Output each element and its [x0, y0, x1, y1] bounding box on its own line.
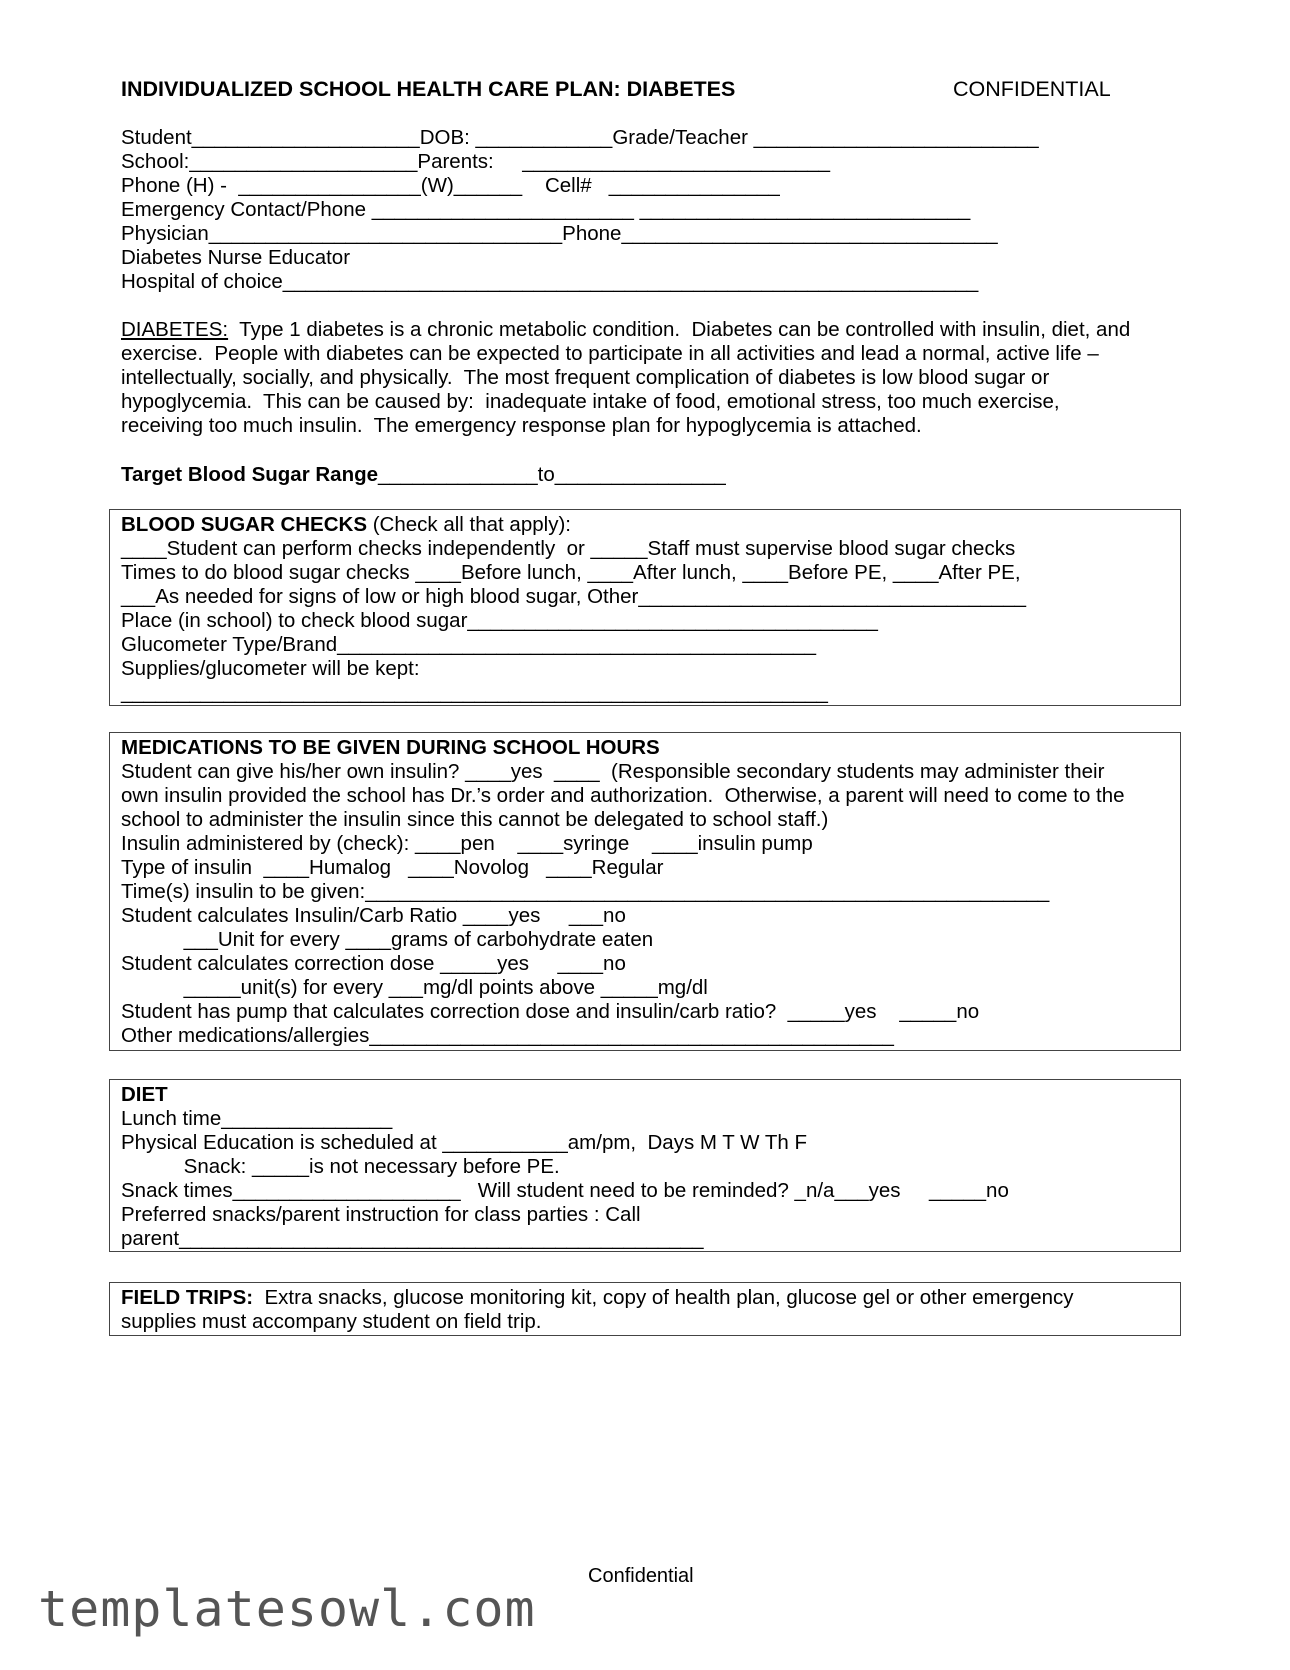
physician-line[interactable]: Physician_______________________________Phone_________________________________	[121, 222, 998, 245]
medications-line[interactable]: Student can give his/her own insulin? ____yes ____ (Responsible secondary students may administer their	[121, 760, 1105, 783]
blood-sugar-line[interactable]: ______________________________________________________________	[121, 681, 828, 704]
diabetes-paragraph-line: DIABETES: Type 1 diabetes is a chronic metabolic condition. Diabetes can be controlled with insulin, diet, and	[121, 318, 1131, 341]
diet-line[interactable]: parent______________________________________________	[121, 1227, 704, 1250]
school-info-line[interactable]: School:____________________Parents: ___________________________	[121, 150, 831, 173]
confidential-label: CONFIDENTIAL	[953, 77, 1111, 101]
field-trips-heading: FIELD TRIPS:	[121, 1286, 254, 1309]
diet-heading: DIET	[121, 1083, 168, 1106]
medications-line[interactable]: Student has pump that calculates correction dose and insulin/carb ratio? _____yes _____no	[121, 1000, 980, 1023]
field-trips-line: FIELD TRIPS: Extra snacks, glucose monitoring kit, copy of health plan, glucose gel or other emergency	[121, 1286, 1074, 1309]
medications-line[interactable]: Other medications/allergies______________________________________________	[121, 1024, 894, 1047]
medications-line[interactable]: Type of insulin ____Humalog ____Novolog ____Regular	[121, 856, 664, 879]
diet-line[interactable]: Physical Education is scheduled at ___________am/pm, Days M T W Th F	[121, 1131, 807, 1154]
diabetes-paragraph-line: hypoglycemia. This can be caused by: inadequate intake of food, emotional stress, too much exercise,	[121, 390, 1060, 413]
medications-line: own insulin provided the school has Dr.’s order and authorization. Otherwise, a parent will need to come to the	[121, 784, 1125, 807]
medications-line: school to administer the insulin since this cannot be delegated to school staff.)	[121, 808, 829, 831]
blood-sugar-line[interactable]: Place (in school) to check blood sugar____________________________________	[121, 609, 878, 632]
blood-sugar-line[interactable]: ____Student can perform checks independently or _____Staff must supervise blood sugar checks	[121, 537, 1016, 560]
blood-sugar-line[interactable]: ___As needed for signs of low or high blood sugar, Other__________________________________	[121, 585, 1027, 608]
diabetes-paragraph-line: exercise. People with diabetes can be expected to participate in all activities and lead a normal, active life –	[121, 342, 1099, 365]
diet-line[interactable]: Snack times____________________ Will student need to be reminded? _n/a___yes _____no	[121, 1179, 1009, 1202]
diabetes-paragraph-line: receiving too much insulin. The emergency response plan for hypoglycemia is attached.	[121, 414, 922, 437]
diet-line: Preferred snacks/parent instruction for class parties : Call	[121, 1203, 641, 1226]
medications-line[interactable]: Time(s) insulin to be given:____________________________________________________________	[121, 880, 1050, 903]
medications-heading: MEDICATIONS TO BE GIVEN DURING SCHOOL HOURS	[121, 736, 660, 759]
medications-line[interactable]: Insulin administered by (check): ____pen ____syringe ____insulin pump	[121, 832, 813, 855]
emergency-contact-line[interactable]: Emergency Contact/Phone _______________________ _____________________________	[121, 198, 971, 221]
field-trips-line: supplies must accompany student on field trip.	[121, 1310, 542, 1333]
blood-sugar-heading-line: BLOOD SUGAR CHECKS (Check all that apply):	[121, 513, 571, 536]
student-info-line[interactable]: Student____________________DOB: ____________Grade/Teacher _________________________	[121, 126, 1039, 149]
blood-sugar-heading: BLOOD SUGAR CHECKS	[121, 513, 368, 536]
diet-line[interactable]: Lunch time_______________	[121, 1107, 393, 1130]
diabetes-paragraph-line: intellectually, socially, and physically. The most frequent complication of diabetes is low blood sugar or	[121, 366, 1050, 389]
nurse-educator-line: Diabetes Nurse Educator	[121, 246, 351, 269]
medications-line[interactable]: _____unit(s) for every ___mg/dl points above _____mg/dl	[121, 976, 708, 999]
hospital-line[interactable]: Hospital of choice_____________________________________________________________	[121, 270, 979, 293]
medications-line[interactable]: ___Unit for every ____grams of carbohydrate eaten	[121, 928, 654, 951]
blood-sugar-line[interactable]: Glucometer Type/Brand__________________________________________	[121, 633, 816, 656]
medications-line[interactable]: Student calculates correction dose _____yes ____no	[121, 952, 626, 975]
target-range-label: Target Blood Sugar Range	[121, 463, 379, 486]
form-title: INDIVIDUALIZED SCHOOL HEALTH CARE PLAN: DIABETES	[121, 77, 736, 101]
blood-sugar-line[interactable]: Times to do blood sugar checks ____Before lunch, ____After lunch, ____Before PE, ____After PE,	[121, 561, 1021, 584]
blood-sugar-line: Supplies/glucometer will be kept:	[121, 657, 420, 680]
footer-confidential: Confidential	[588, 1565, 694, 1587]
watermark: templatesowl.com	[38, 1580, 536, 1638]
diabetes-heading: DIABETES:	[121, 318, 229, 341]
diet-line[interactable]: Snack: _____is not necessary before PE.	[121, 1155, 560, 1178]
phone-info-line[interactable]: Phone (H) - ________________(W)______ Cell# _______________	[121, 174, 780, 197]
medications-line[interactable]: Student calculates Insulin/Carb Ratio ____yes ___no	[121, 904, 626, 927]
target-range-line[interactable]: Target Blood Sugar Range______________to_______________	[121, 463, 726, 486]
